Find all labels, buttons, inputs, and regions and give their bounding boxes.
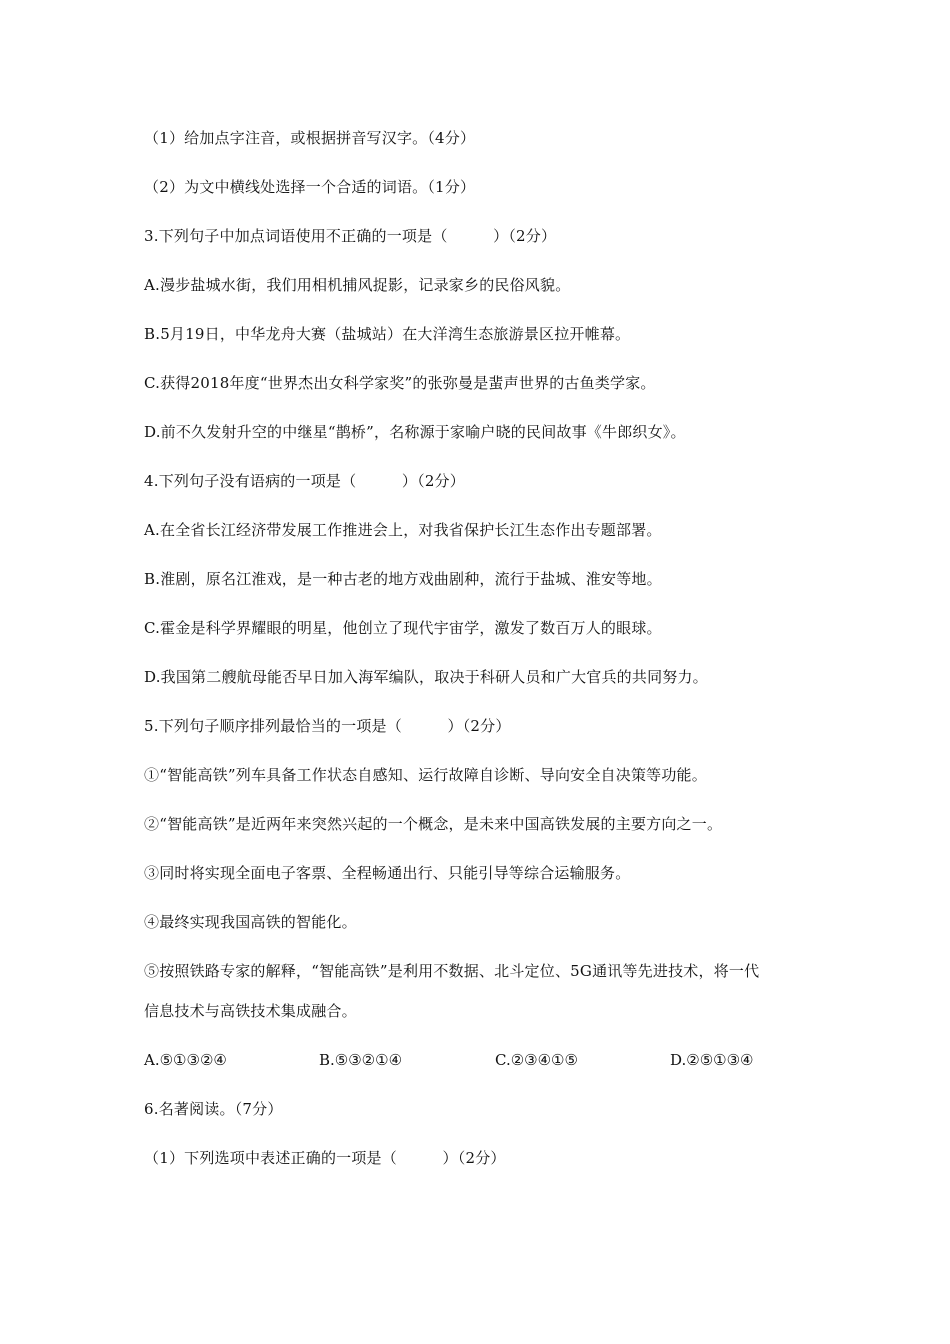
- q3-option-a: A.漫步盐城水街，我们用相机捕风捉影，记录家乡的民俗风貌。: [144, 276, 571, 294]
- q3-option-d: D.前不久发射升空的中继星“鹊桥”，名称源于家喻户晓的民间故事《牛郎织女》。: [144, 423, 686, 441]
- q4-option-d: D.我国第二艘航母能否早日加入海军编队，取决于科研人员和广大官兵的共同努力。: [144, 668, 708, 686]
- q4-option-c: C.霍金是科学界耀眼的明星，他创立了现代宇宙学，激发了数百万人的眼球。: [144, 619, 662, 637]
- q5-sentence-4: ④最终实现我国高铁的智能化。: [144, 913, 357, 931]
- q2-sub1-text: （1）给加点字注音，或根据拼音写汉字。（4分）: [144, 129, 476, 147]
- q5-sentence-1: ①“智能高铁”列车具备工作状态自感知、运行故障自诊断、导向安全自决策等功能。: [144, 766, 707, 784]
- q3-option-c: C.获得2018年度“世界杰出女科学家奖”的张弥曼是蜚声世界的古鱼类学家。: [144, 374, 656, 392]
- q5-sentence-5-line2: 信息技术与高铁技术集成融合。: [144, 1002, 357, 1020]
- q5-sentence-3: ③同时将实现全面电子客票、全程畅通出行、只能引导等综合运输服务。: [144, 864, 631, 882]
- q4-option-a: A.在全省长江经济带发展工作推进会上，对我省保护长江生态作出专题部署。: [144, 521, 662, 539]
- q5-option-a: A.⑤①③②④: [144, 1051, 227, 1069]
- q5-stem: 5.下列句子顺序排列最恰当的一项是（ ）（2分）: [144, 717, 511, 735]
- q5-option-b: B.⑤③②①④: [319, 1051, 403, 1069]
- q6-stem: 6.名著阅读。（7分）: [144, 1100, 283, 1118]
- q5-sentence-2: ②“智能高铁”是近两年来突然兴起的一个概念，是未来中国高铁发展的主要方向之一。: [144, 815, 723, 833]
- q5-option-d: D.②⑤①③④: [670, 1051, 754, 1069]
- q2-sub2-text: （2）为文中横线处选择一个合适的词语。（1分）: [144, 178, 476, 196]
- q4-option-b: B.淮剧，原名江淮戏，是一种古老的地方戏曲剧种，流行于盐城、淮安等地。: [144, 570, 662, 588]
- q5-sentence-5-line1: ⑤按照铁路专家的解释，“智能高铁”是利用不数据、北斗定位、5G通讯等先进技术，将一代: [144, 962, 760, 980]
- q5-option-c: C.②③④①⑤: [495, 1051, 578, 1069]
- q3-option-b: B.5月19日，中华龙舟大赛（盐城站）在大洋湾生态旅游景区拉开帷幕。: [144, 325, 631, 343]
- q3-stem: 3.下列句子中加点词语使用不正确的一项是（ ）（2分）: [144, 227, 557, 245]
- q6-sub1-text: （1）下列选项中表述正确的一项是（ ）（2分）: [144, 1149, 506, 1167]
- q4-stem: 4.下列句子没有语病的一项是（ ）（2分）: [144, 472, 465, 490]
- q5-options-row: [144, 1050, 824, 1070]
